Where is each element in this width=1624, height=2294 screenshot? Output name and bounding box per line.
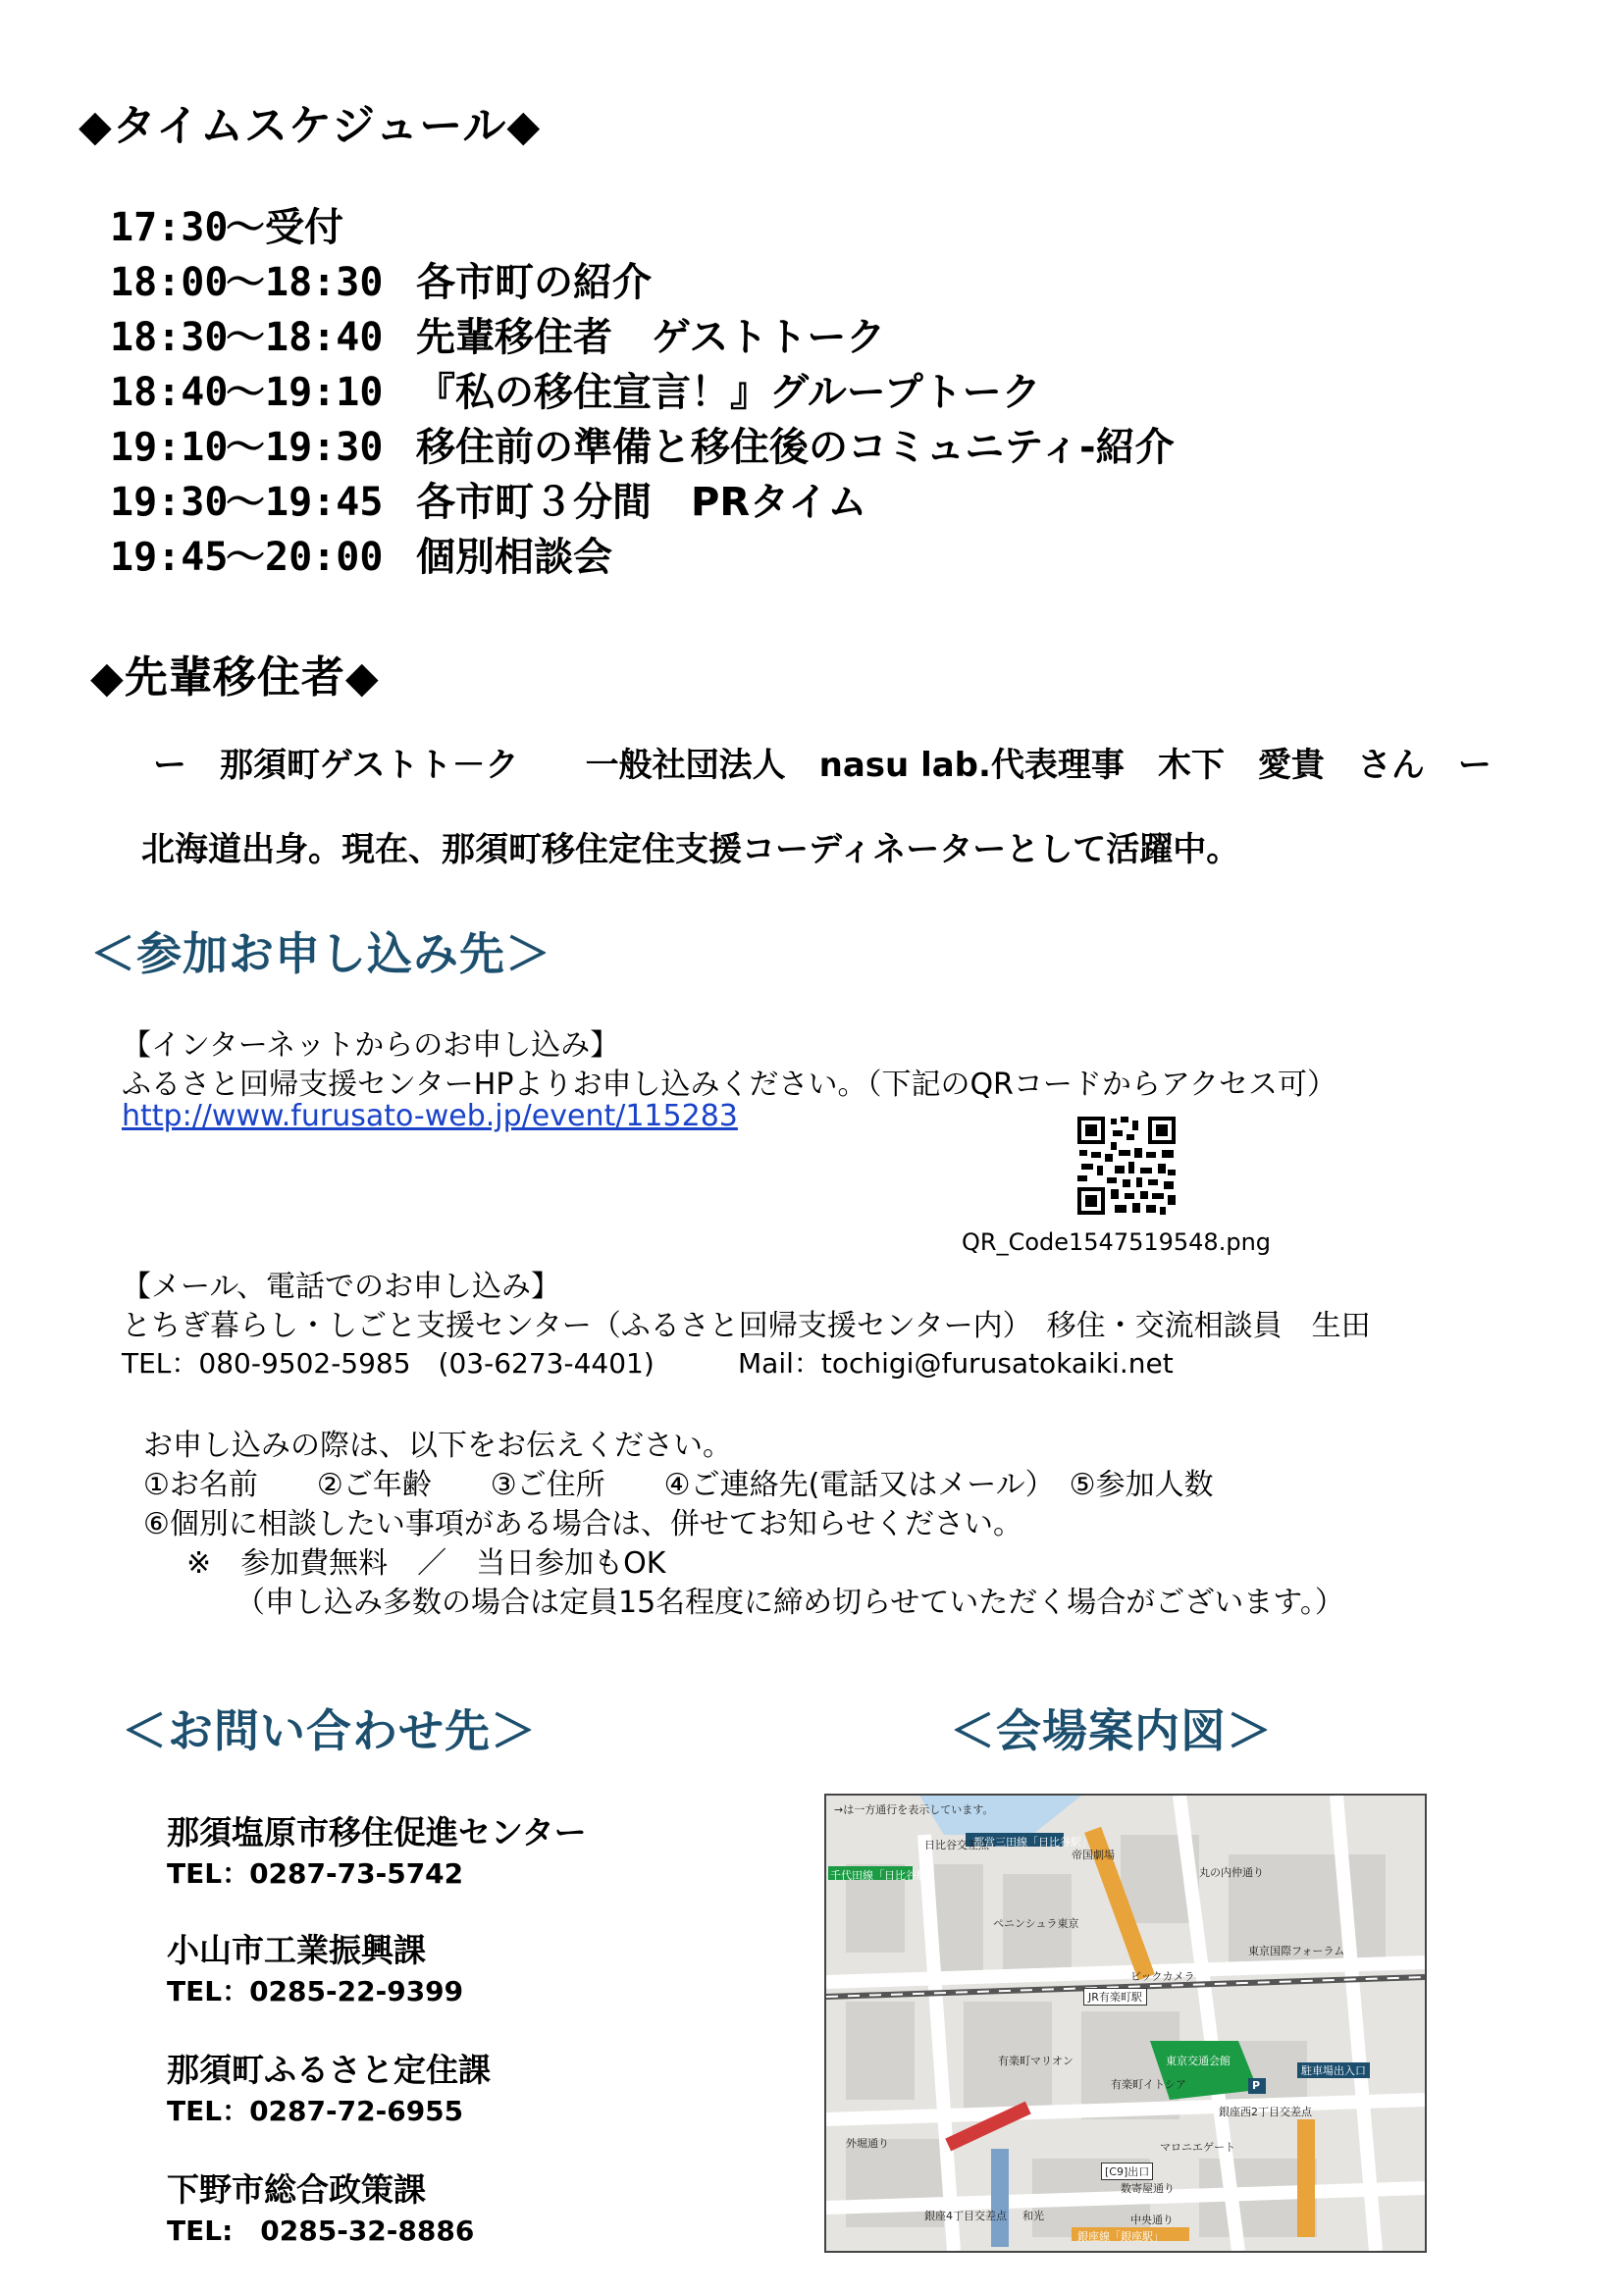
note-line: ⑥個別に相談したい事項がある場合は、併せてお知らせください。 <box>143 1507 1022 1541</box>
phone-body: とちぎ暮らし・しごと支援センター（ふるさと回帰支援センター内） 移住・交流相談員 生田 <box>122 1309 1371 1343</box>
schedule-end: ～19:10 <box>226 370 384 415</box>
schedule-start: 18:40 <box>110 370 229 415</box>
schedule-row <box>110 526 612 582</box>
guest-bio: 北海道出身。現在、那須町移住定住支援コーディネーターとして活躍中。 <box>141 830 1240 869</box>
map-label: ビックカメラ <box>1130 1970 1195 1983</box>
note-line: お申し込みの際は、以下をお伝えください。 <box>143 1429 732 1463</box>
map-label: 丸の内仲通り <box>1199 1866 1264 1879</box>
map-label: 数寄屋通り <box>1121 2182 1175 2195</box>
schedule-start: 19:10 <box>110 425 229 470</box>
schedule-start: 19:30 <box>110 480 229 525</box>
map-label: [C9]出口 <box>1101 2163 1153 2180</box>
contact-name: 那須塩原市移住促進センター <box>167 1813 587 1851</box>
map-label: JR有楽町駅 <box>1083 1988 1147 2006</box>
schedule-desc: 移住前の準備と移住後のコミュニティ-紹介 <box>416 425 1175 470</box>
note-line: ①お名前 ②ご年齢 ③ご住所 ④ご連絡先(電話又はメール） ⑤参加人数 <box>143 1468 1214 1502</box>
map-label: 日比谷交差点 <box>924 1839 989 1851</box>
schedule-start: 18:30 <box>110 315 229 360</box>
schedule-start: 19:45 <box>110 535 229 580</box>
map-label: ペニンシュラ東京 <box>993 1917 1079 1930</box>
map-label: 都営三田線「日比谷駅」 <box>973 1836 1092 1849</box>
schedule-end: ～18:30 <box>226 260 384 305</box>
contact-tel: TEL：0287-72-6955 <box>167 2095 464 2127</box>
map-label: →は一方通行を表示しています。 <box>834 1803 994 1816</box>
contact-name: 下野市総合政策課 <box>167 2170 426 2209</box>
phone-tel: TEL：080-9502-5985 (03-6273-4401) <box>122 1347 655 1380</box>
schedule-start: 18:00 <box>110 260 229 305</box>
map-label: 和光 <box>1022 2210 1044 2222</box>
schedule-heading: ◆タイムスケジュール◆ <box>79 101 542 151</box>
qr-code[interactable] <box>1075 1115 1178 1217</box>
map-label: P <box>1252 2079 1261 2092</box>
schedule-end: ～18:40 <box>226 315 384 360</box>
schedule-row <box>110 471 866 527</box>
contact-name: 那須町ふるさと定住課 <box>167 2051 491 2089</box>
map-label: 東京交通会館 <box>1166 2055 1231 2067</box>
map-label: 有楽町イトシア <box>1111 2078 1186 2091</box>
event-url-link[interactable]: http://www.furusato-web.jp/event/115283 <box>122 1099 738 1133</box>
contact-tel: TEL：0285-22-9399 <box>167 1975 464 2007</box>
contact-tel: TEL：0287-73-5742 <box>167 1857 464 1890</box>
map-label: 銀座西2丁目交差点 <box>1219 2106 1312 2118</box>
schedule-end: ～19:30 <box>226 425 384 470</box>
schedule-start: 17:30 <box>110 205 229 250</box>
schedule-row <box>110 361 1041 417</box>
schedule-desc: 『私の移住宣言！』グループトーク <box>416 370 1041 415</box>
map-label: マロニエゲート <box>1160 2141 1235 2154</box>
senpai-heading: ◆先輩移住者◆ <box>90 652 380 703</box>
contact-tel: TEL: 0285-32-8886 <box>167 2215 475 2247</box>
map-label: 駐車場出入口 <box>1297 2062 1370 2078</box>
qr-caption: QR_Code1547519548.png <box>962 1228 1272 1256</box>
map-label: 外堀通り <box>846 2137 889 2150</box>
map-label: 中央通り <box>1130 2214 1174 2226</box>
venue-heading: ＜会場案内図＞ <box>950 1704 1273 1757</box>
mail-address: Mail：tochigi@furusatokaiki.net <box>738 1347 1174 1380</box>
schedule-row <box>110 306 885 362</box>
apply-heading: ＜参加お申し込み先＞ <box>90 927 551 980</box>
contacts-heading: ＜お問い合わせ先＞ <box>122 1704 537 1757</box>
internet-body: ふるさと回帰支援センターHPよりお申し込みください。（下記のQRコードからアクセス可） <box>122 1068 1337 1102</box>
map-label: 東京国際フォーラム <box>1248 1945 1345 1957</box>
schedule-desc: 各市町３分間 PRタイム <box>416 480 867 525</box>
note-line: （申し込み多数の場合は定員15名程度に締め切らせていただく場合がございます。） <box>236 1586 1344 1620</box>
schedule-end: ～19:45 <box>226 480 384 525</box>
map-label: 銀座線「銀座駅」 <box>1077 2230 1164 2243</box>
schedule-end: ～20:00 <box>226 535 384 580</box>
schedule-desc: 各市町の紹介 <box>416 260 652 305</box>
schedule-desc: 先輩移住者 ゲストトーク <box>416 315 886 360</box>
map-label: 帝国劇場 <box>1072 1849 1115 1861</box>
note-line: ※ 参加費無料 ／ 当日参加もOK <box>186 1546 666 1581</box>
map-label: 有楽町マリオン <box>998 2055 1074 2067</box>
map-label: 銀座4丁目交差点 <box>924 2210 1007 2222</box>
schedule-row <box>110 416 1175 472</box>
schedule-row <box>110 196 416 252</box>
schedule-desc: 個別相談会 <box>416 535 612 580</box>
phone-title: 【メール、電話でのお申し込み】 <box>122 1270 560 1304</box>
guest-line: ー 那須町ゲストト－ク 一般社団法人 nasu lab.代表理事 木下 愛貴 さん ー <box>153 746 1492 785</box>
schedule-row <box>110 251 652 307</box>
contact-name: 小山市工業振興課 <box>167 1931 426 1969</box>
map-label: 千代田線「日比谷駅」 <box>830 1869 938 1882</box>
schedule-end: ～受付 <box>226 205 343 250</box>
internet-title: 【インターネットからのお申し込み】 <box>122 1028 620 1063</box>
venue-map <box>824 1794 1427 2253</box>
